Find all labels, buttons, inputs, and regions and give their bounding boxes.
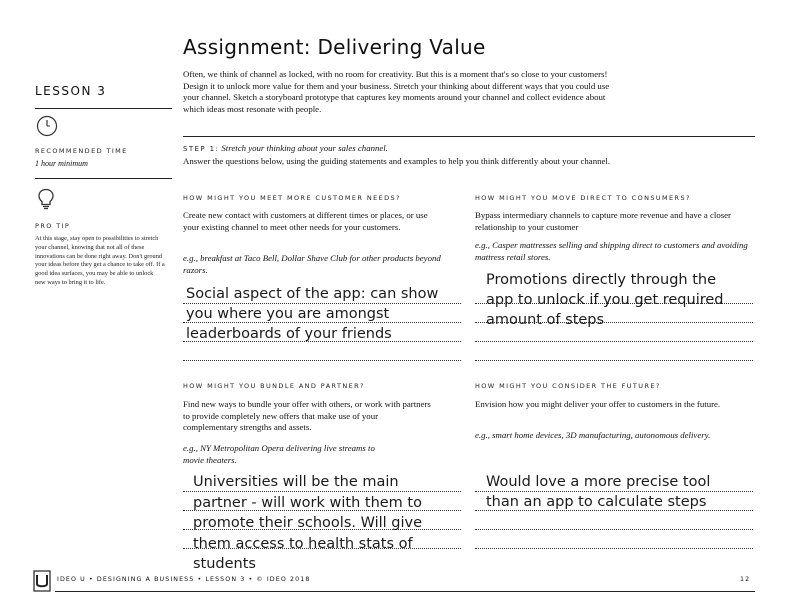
question-heading: HOW MIGHT YOU MEET MORE CUSTOMER NEEDS?: [183, 194, 401, 202]
question-example: e.g., breakfast at Taco Bell, Dollar Shave Club for other products beyond razors.: [183, 253, 441, 275]
recommended-time-label: RECOMMENDED TIME: [35, 147, 128, 155]
answer-line: [475, 360, 753, 361]
intro-paragraph: Often, we think of channel as locked, with no room for creativity. But this is a moment that's so close to your customers! Design it to unlock more value for them and your business. Stretch your thinking about different ways that you could use your channel. Sketch a storyboard prototype that captures key moments around your channel and collect evidence about which ideas most resonate with people.: [183, 69, 610, 114]
question-heading: HOW MIGHT YOU CONSIDER THE FUTURE?: [475, 382, 661, 390]
question-example: e.g., Casper mattresses selling and shipping direct to customers and avoiding mattress retail stores.: [475, 240, 748, 262]
footer-divider: [55, 591, 755, 592]
answer-line: [475, 529, 753, 530]
protip-label: PRO TIP: [35, 222, 71, 230]
lesson-label: LESSON 3: [35, 84, 107, 98]
question-prompt: Bypass intermediary channels to capture more revenue and have a closer relationship to your customer: [475, 210, 731, 232]
answer-text[interactable]: Social aspect of the app: can show you where you are amongst leaderboards of your friends: [186, 286, 439, 342]
question-heading: HOW MIGHT YOU MOVE DIRECT TO CONSUMERS?: [475, 194, 691, 202]
step-title: Stretch your thinking about your sales channel.: [221, 143, 388, 153]
page-title: Assignment: Delivering Value: [183, 35, 486, 59]
sidebar-divider: [35, 178, 172, 179]
question-heading: HOW MIGHT YOU BUNDLE AND PARTNER?: [183, 382, 365, 390]
page-number: 12: [740, 576, 751, 583]
question-example: e.g., smart home devices, 3D manufacturing, autonomous delivery.: [475, 430, 711, 440]
intro-divider: [183, 136, 755, 137]
answer-line: [183, 360, 461, 361]
protip-text: At this stage, stay open to possibilities to stretch your channel, knowing that not all of these innovations can be done right away. Don't ground your ideas before they get a chance to take off. If a good idea surfaces, you may be able to unlock new ways to bring it to life.: [35, 235, 165, 286]
answer-text[interactable]: Would love a more precise tool than an app to calculate steps: [486, 474, 711, 510]
ideo-logo-icon: [33, 570, 51, 592]
answer-line: [475, 548, 753, 549]
answer-line: [475, 341, 753, 342]
answer-text[interactable]: Promotions directly through the app to unlock if you get required amount of steps: [486, 272, 724, 328]
answer-text[interactable]: Universities will be the main partner - will work with them to promote their schools. Will give them access to health stats of students: [193, 474, 423, 572]
lightbulb-icon: [37, 188, 55, 210]
question-example: e.g., NY Metropolitan Opera delivering live streams to movie theaters.: [183, 443, 375, 465]
question-prompt: Find new ways to bundle your offer with others, or work with partners to provide completely new offers that make use of your complementary strengths and assets.: [183, 399, 431, 432]
step-instructions: Answer the questions below, using the guiding statements and examples to help you think differently about your channel.: [183, 155, 611, 166]
recommended-time-value: 1 hour minimum: [35, 159, 88, 168]
question-prompt: Envision how you might deliver your offer to customers in the future.: [475, 399, 721, 409]
sidebar-divider: [35, 108, 172, 109]
clock-icon: [36, 115, 58, 137]
step-label: STEP 1:: [183, 145, 220, 153]
footer-text: IDEO U • DESIGNING A BUSINESS • LESSON 3 • © IDEO 2018: [57, 576, 311, 583]
step-block: [183, 143, 653, 167]
question-prompt: Create new contact with customers at different times or places, or use your existing channel to meet other needs for your customers.: [183, 210, 428, 232]
